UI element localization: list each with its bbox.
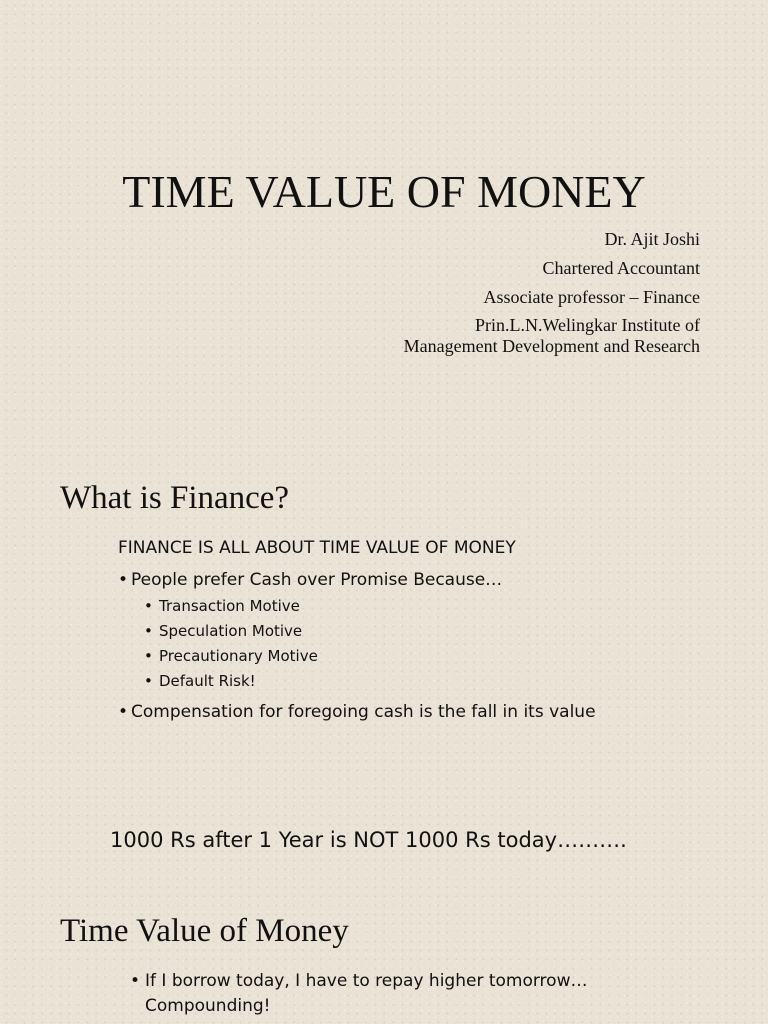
bullet-text-line-1: If I borrow today, I have to repay higher tomorrow… — [145, 971, 588, 991]
author-institute — [404, 315, 700, 357]
bullet-icon: • — [130, 971, 141, 991]
bullet-icon: • — [144, 597, 153, 615]
sub-bullet-text: Speculation Motive — [159, 622, 303, 640]
list-item — [130, 969, 650, 1019]
bullet-icon: • — [118, 570, 129, 590]
institute-line-1: Prin.L.N.Welingkar Institute of — [474, 315, 700, 335]
bullet-text: People prefer Cash over Promise Because… — [131, 570, 503, 590]
finance-subheading: FINANCE IS ALL ABOUT TIME VALUE OF MONEY — [118, 538, 516, 558]
author-block — [404, 228, 700, 364]
list-item — [118, 569, 502, 591]
sub-list-item — [144, 671, 256, 691]
section-heading-tvm: Time Value of Money — [60, 913, 349, 949]
list-item — [118, 701, 596, 723]
institute-line-2: Management Development and Research — [403, 336, 700, 356]
section-heading-finance: What is Finance? — [60, 480, 290, 516]
slide-title: TIME VALUE OF MONEY — [122, 166, 646, 217]
sub-bullet-text: Precautionary Motive — [159, 647, 318, 665]
sub-list-item — [144, 621, 302, 641]
sub-list-item — [144, 646, 318, 666]
author-role: Associate professor – Finance — [483, 287, 700, 307]
sub-list-item — [144, 596, 300, 616]
bullet-text-line-2: Compounding! — [145, 996, 271, 1016]
bullet-icon: • — [144, 622, 153, 640]
key-statement: 1000 Rs after 1 Year is NOT 1000 Rs today………. — [110, 828, 627, 852]
sub-bullet-text: Transaction Motive — [159, 597, 300, 615]
sub-bullet-text: Default Risk! — [159, 672, 256, 690]
bullet-icon: • — [118, 702, 129, 722]
bullet-icon: • — [144, 672, 153, 690]
bullet-text: Compensation for foregoing cash is the fall in its value — [131, 702, 596, 722]
author-name: Dr. Ajit Joshi — [604, 229, 700, 249]
author-designation: Chartered Accountant — [542, 258, 700, 278]
bullet-icon: • — [144, 647, 153, 665]
